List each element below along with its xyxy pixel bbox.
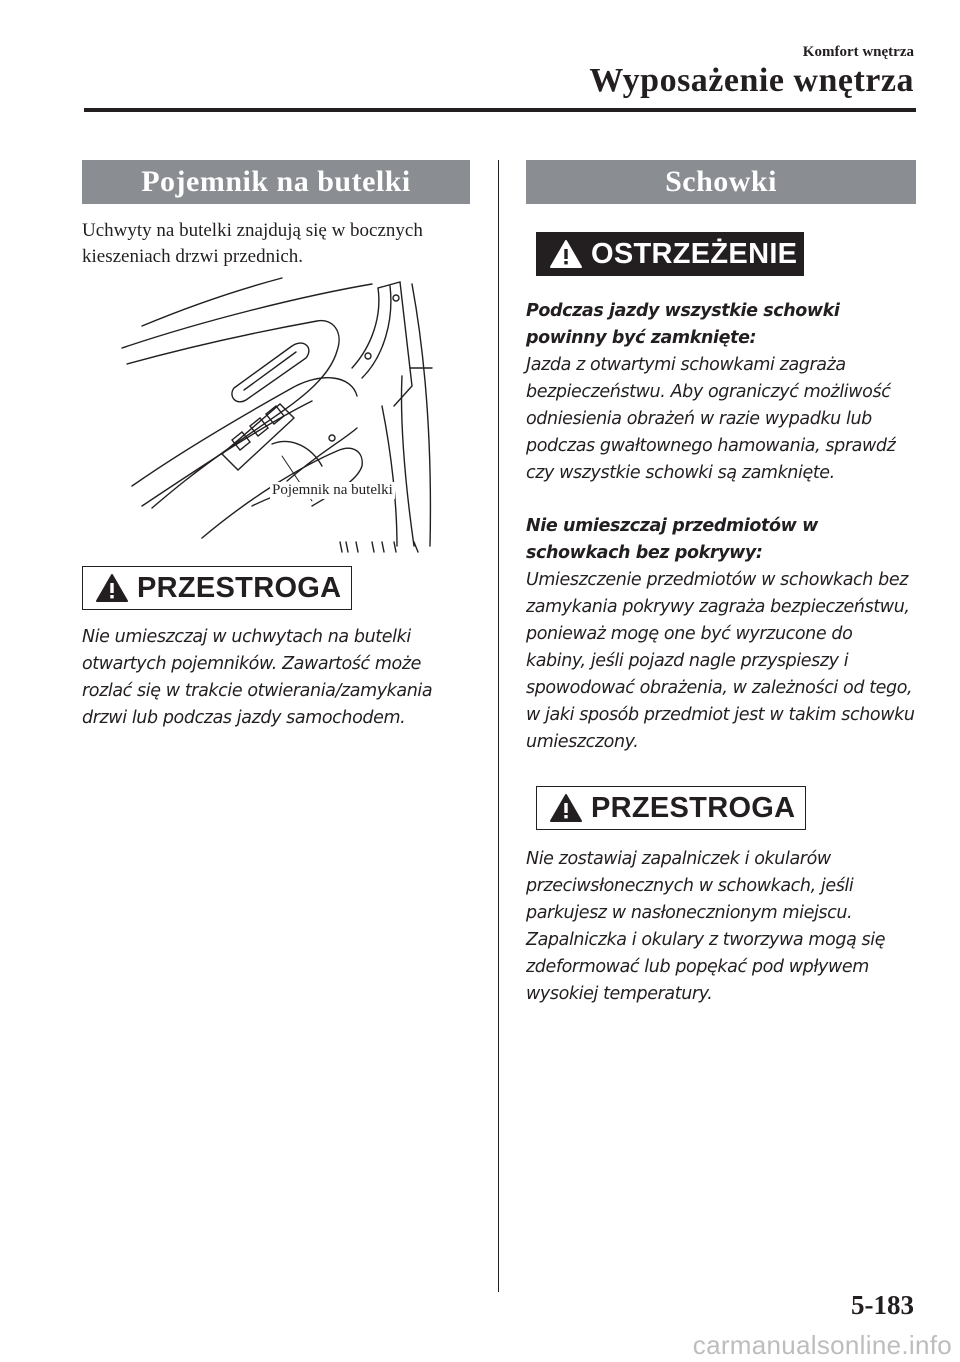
section-title-bottle-holder: Pojemnik na butelki (82, 160, 470, 204)
caution-label: PRZESTROGA (137, 571, 342, 604)
chapter-subtitle: Komfort wnętrza (802, 44, 914, 60)
caution-label-box (82, 566, 352, 610)
left-column (82, 160, 470, 732)
page-number: 5-183 (851, 1290, 914, 1320)
caution-label: PRZESTROGA (591, 791, 796, 824)
caution-callout-left (82, 566, 470, 732)
warning-heading: Nie umieszczaj przedmiotów w schowkach bez pokrywy: (526, 516, 818, 563)
warning-callout (536, 232, 916, 276)
caution-text: Nie zostawiaj zapalniczek i okularów przeciwsłonecznych w schowkach, jeśli parkujesz w nasłonecznionym miejscu. Zapalniczka i okulary z tworzywa mogą się zdeformować lub popękać pod wpływem wysokiej temperatury. (526, 849, 886, 1004)
warning-item-2 (526, 513, 916, 756)
caution-callout-right (536, 786, 916, 830)
caution-label-box (536, 786, 806, 830)
warning-item-1 (526, 298, 916, 487)
section-title-compartments: Schowki (526, 160, 916, 204)
warning-triangle-icon (549, 239, 583, 269)
column-divider (498, 160, 499, 1292)
right-column (526, 160, 916, 1008)
door-illustration (82, 276, 470, 558)
warning-text: Umieszczenie przedmiotów w schowkach bez zamykania pokrywy zagraża bezpieczeństwu, ponieważ mogę one być wyrzucone do kabiny, jeśli pojazd nagle przyspieszy i spowodować obrażenia, w zależności od tego, w jaki sposób przedmiot jest w takim schowku umieszczony. (526, 570, 915, 752)
header-rule (84, 108, 916, 112)
warning-heading: Podczas jazdy wszystkie schowki powinny być zamknięte: (526, 301, 840, 348)
warning-label: OSTRZEŻENIE (591, 237, 798, 270)
warning-label-box (536, 232, 804, 276)
caution-text: Nie umieszczaj w uchwytach na butelki otwartych pojemników. Zawartość może rozlać się w trakcie otwierania/zamykania drzwi lub podczas jazdy samochodem. (82, 627, 433, 728)
warning-triangle-icon (95, 573, 129, 603)
warning-triangle-icon (549, 793, 583, 823)
bottle-holder-intro: Uchwyty na butelki znajdują się w bocznych kieszeniach drzwi przednich. (82, 220, 423, 267)
chapter-title: Wyposażenie wnętrza (589, 62, 914, 99)
watermark: carmanualsonline.info (692, 1330, 952, 1360)
figure-caption: Pojemnik na butelki (272, 482, 393, 498)
door-panel-drawing (82, 276, 470, 558)
warning-text: Jazda z otwartymi schowkami zagraża bezpieczeństwu. Aby ograniczyć możliwość odniesienia obrażeń w razie wypadku lub podczas gwałtownego hamowania, sprawdź czy wszystkie schowki są zamknięte. (526, 355, 896, 483)
